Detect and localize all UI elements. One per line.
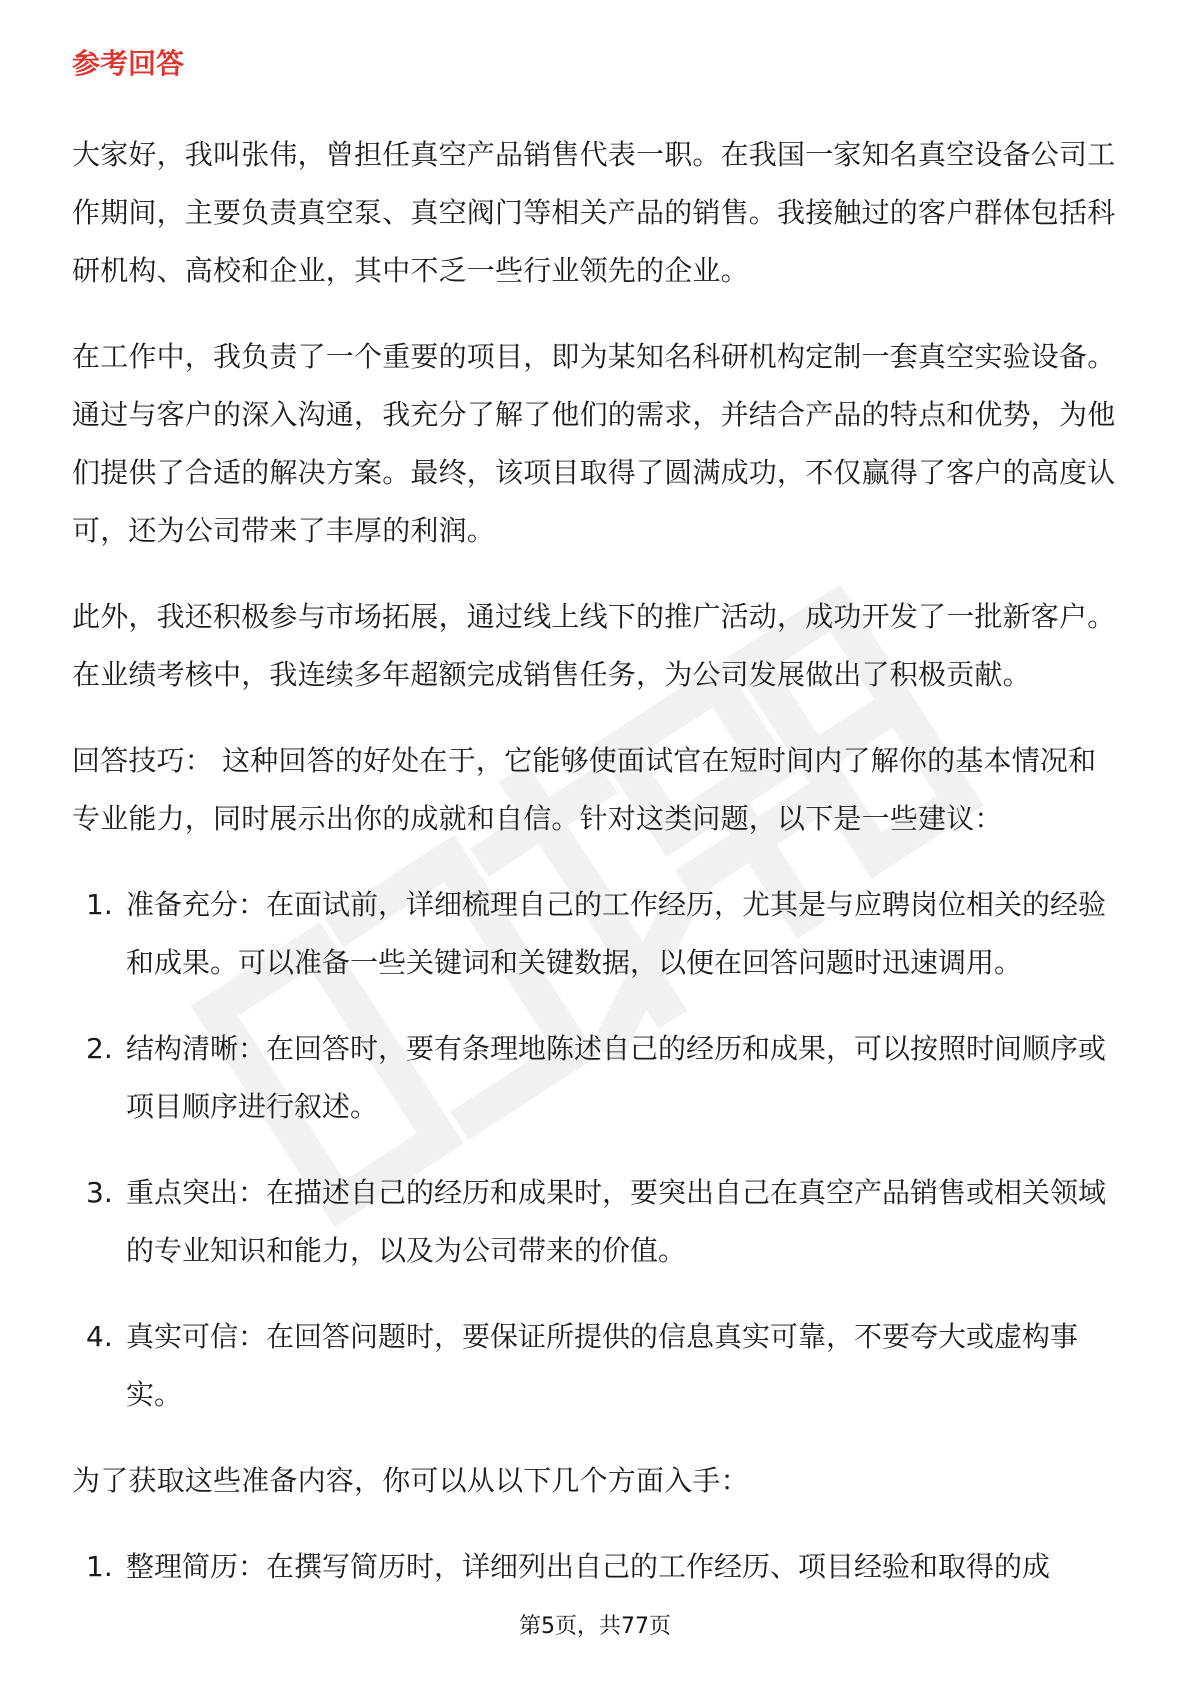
list-item-text: 准备充分：在面试前，详细梳理自己的工作经历，尤其是与应聘岗位相关的经验和成果。可以准备一些关键词和关键数据，以便在回答问题时迅速调用。 [126, 888, 1107, 979]
list-item-text: 真实可信：在回答问题时，要保证所提供的信息真实可靠，不要夸大或虚构事实。 [126, 1320, 1079, 1411]
preparation-list [72, 1538, 1122, 1596]
list-item-text: 整理简历：在撰写简历时，详细列出自己的工作经历、项目经验和取得的成 [126, 1550, 1051, 1583]
list-item [72, 1308, 1122, 1424]
paragraph-preparation-intro: 为了获取这些准备内容，你可以从以下几个方面入手： [72, 1464, 749, 1497]
list-item-number: 1. [86, 1550, 113, 1583]
list-item-text: 重点突出：在描述自己的经历和成果时，要突出自己在真空产品销售或相关领域的专业知识和能力，以及为公司带来的价值。 [126, 1176, 1107, 1267]
list-item-text: 结构清晰：在回答时，要有条理地陈述自己的经历和成果，可以按照时间顺序或项目顺序进行叙述。 [126, 1032, 1107, 1123]
list-item [72, 876, 1122, 992]
section-title: 参考回答 [72, 47, 185, 80]
paragraph-project: 在工作中，我负责了一个重要的项目，即为某知名科研机构定制一套真空实验设备。通过与客户的深入沟通，我充分了解了他们的需求，并结合产品的特点和优势，为他们提供了合适的解决方案。最终，该项目取得了圆满成功，不仅赢得了客户的高度认可，还为公司带来了丰厚的利润。 [72, 340, 1116, 547]
tips-list [72, 876, 1122, 1424]
list-item [72, 1538, 1122, 1596]
paragraph-intro: 大家好，我叫张伟，曾担任真空产品销售代表一职。在我国一家知名真空设备公司工作期间，主要负责真空泵、真空阀门等相关产品的销售。我接触过的客户群体包括科研机构、高校和企业，其中不乏一些行业领先的企业。 [72, 138, 1116, 287]
main-content [72, 44, 1122, 1624]
list-item [72, 1020, 1122, 1136]
list-item-number: 3. [86, 1176, 113, 1209]
list-item [72, 1164, 1122, 1280]
paragraph-tips-intro: 回答技巧： 这种回答的好处在于，它能够使面试官在短时间内了解你的基本情况和专业能力，同时展示出你的成就和自信。针对这类问题，以下是一些建议： [72, 744, 1097, 835]
list-item-number: 1. [86, 888, 113, 921]
list-item-number: 2. [86, 1032, 113, 1065]
list-item-number: 4. [86, 1320, 113, 1353]
page-number-footer: 第5页，共77页 [519, 1614, 671, 1639]
paragraph-market: 此外，我还积极参与市场拓展，通过线上线下的推广活动，成功开发了一批新客户。在业绩考核中，我连续多年超额完成销售任务，为公司发展做出了积极贡献。 [72, 600, 1116, 691]
